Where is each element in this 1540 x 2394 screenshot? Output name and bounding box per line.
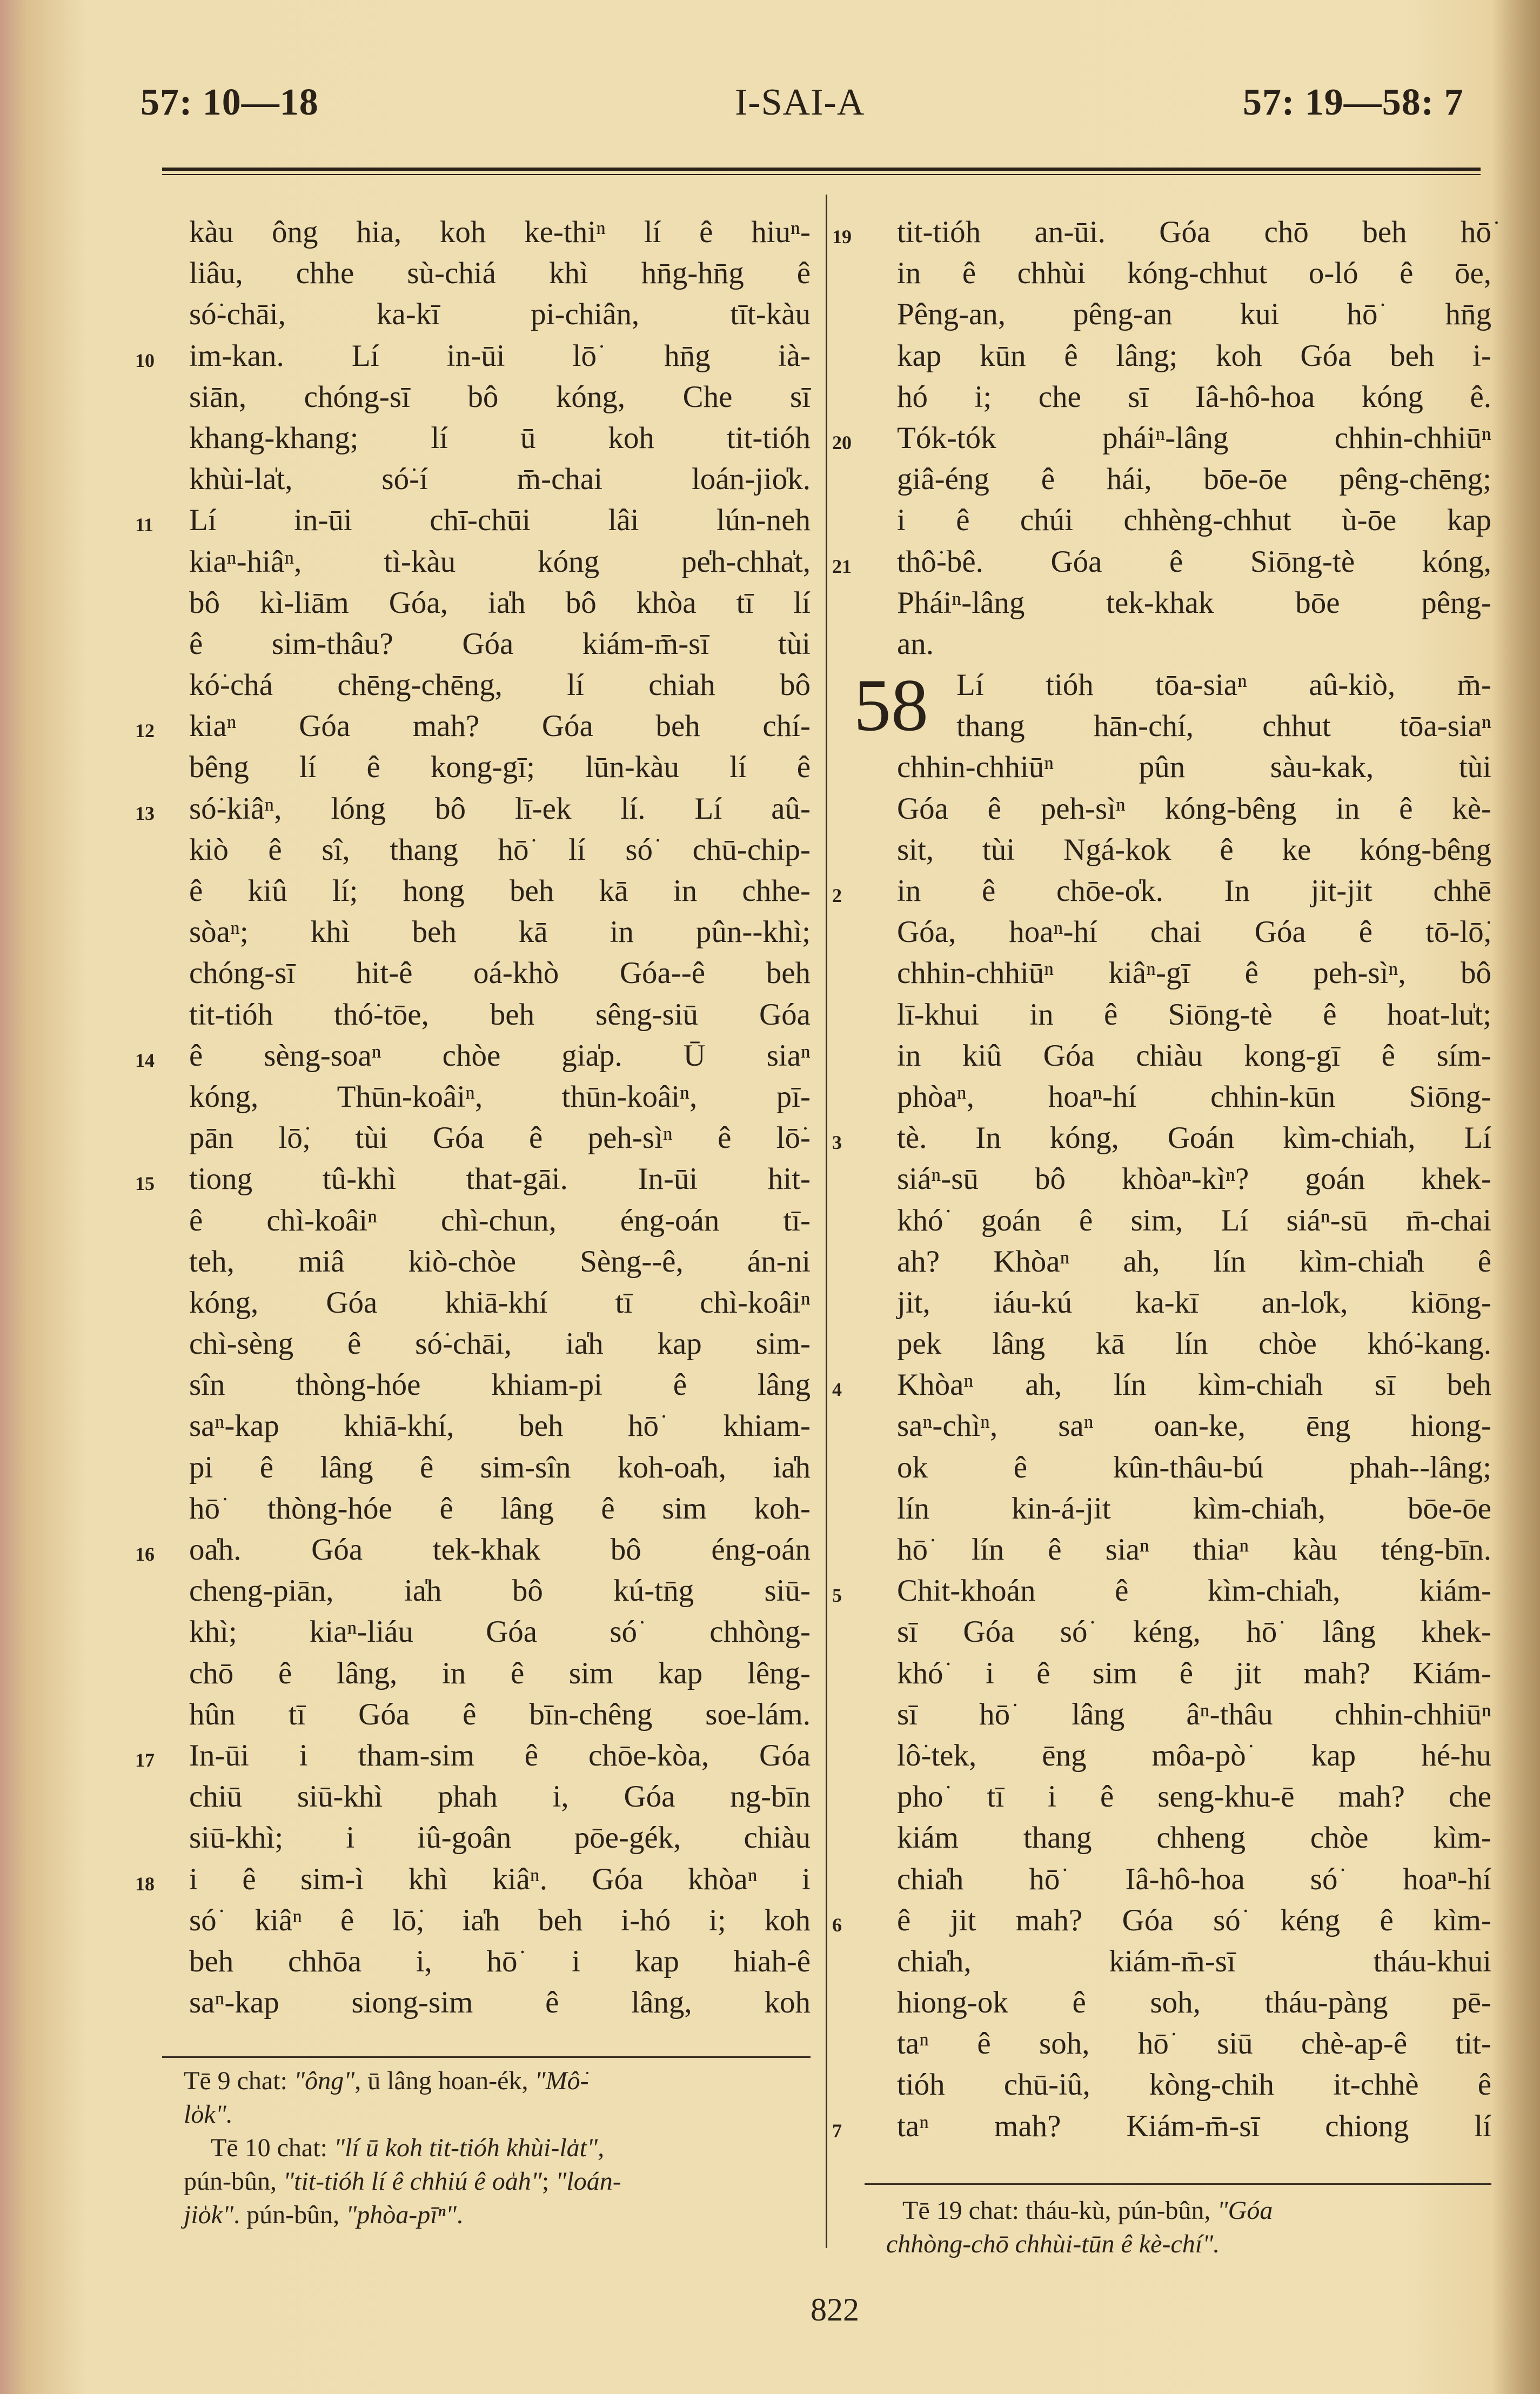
verse-number: 15 bbox=[135, 1173, 155, 1195]
verse-number: 6 bbox=[832, 1914, 842, 1936]
page-number: 822 bbox=[811, 2292, 859, 2328]
verse-text: sī hō͘ lâng âⁿ-thâu chhin-chhiūⁿ bbox=[897, 1697, 1491, 1731]
text-line bbox=[897, 1982, 1491, 2023]
verse-text: Lí tióh tōa-siaⁿ aû-kiò, m̄- bbox=[956, 668, 1491, 703]
verse-text: pho͘ tī i ê seng-khu-ē mah? che bbox=[897, 1780, 1491, 1814]
verse-text: siān, chóng-sī bô kóng, Che sī bbox=[189, 379, 811, 414]
verse-text: ok ê kûn-thâu-bú phah--lâng; bbox=[897, 1450, 1491, 1484]
verse-text: liâu, chhe sù-chiá khì hn̄g-hn̄g ê bbox=[189, 256, 811, 291]
text-line bbox=[897, 994, 1491, 1035]
verse-text: bêng lí ê kong-gī; lūn-kàu lí ê bbox=[189, 750, 811, 785]
verse-text: hiong-ok ê soh, tháu-pàng pē- bbox=[897, 1985, 1491, 2020]
footnote-line bbox=[886, 2194, 1491, 2228]
left-text-column bbox=[135, 212, 811, 2023]
verse-text: kóng, Thūn-koâiⁿ, thūn-koâiⁿ, pī- bbox=[189, 1079, 811, 1114]
running-header-left: 57: 10—18 bbox=[140, 82, 319, 123]
text-line bbox=[832, 2106, 1491, 2147]
text-line bbox=[832, 1900, 1491, 1941]
verse-text: thang hān-chí, chhut tōa-siaⁿ bbox=[956, 709, 1491, 744]
verse-text: im-kan. Lí in-ūi lō͘ hn̄g ià- bbox=[189, 338, 811, 373]
verse-text: tióh chū-iû, kòng-chih it-chhè ê bbox=[897, 2068, 1491, 2102]
text-line bbox=[135, 1529, 811, 1570]
text-line bbox=[135, 500, 811, 541]
verse-number: 5 bbox=[832, 1584, 842, 1607]
text-line bbox=[189, 1282, 811, 1323]
footnote-italic: "Góa bbox=[1217, 2196, 1273, 2225]
verse-text: tit-tióh thó͘-tōe, beh sêng-siū Góa bbox=[189, 997, 811, 1032]
page-spine-shadow bbox=[1491, 0, 1540, 2394]
verse-text: ê chì-koâiⁿ chì-chun, éng-oán tī- bbox=[189, 1203, 811, 1238]
text-line bbox=[897, 2023, 1491, 2064]
text-line bbox=[189, 1694, 811, 1735]
footnote-italic: "phòa-pīⁿ" bbox=[346, 2201, 457, 2229]
verse-text: ê sim-thâu? Góa kiám-m̄-sī tùi bbox=[189, 626, 811, 661]
text-line bbox=[189, 541, 811, 583]
text-line bbox=[189, 1241, 811, 1282]
footnote-line bbox=[184, 2098, 816, 2131]
text-line bbox=[897, 1035, 1491, 1076]
text-line bbox=[189, 830, 811, 871]
footnote-text: . bbox=[456, 2201, 463, 2229]
footnote-text: ; bbox=[541, 2167, 556, 2196]
column-divider bbox=[826, 195, 827, 2248]
footnote-italic: "Mô͘- bbox=[534, 2067, 589, 2095]
verse-number: 12 bbox=[135, 720, 155, 742]
verse-text: kap kūn ê lâng; koh Góa beh i- bbox=[897, 338, 1491, 373]
verse-text: Tók-tók pháiⁿ-lâng chhin-chhiūⁿ bbox=[897, 420, 1491, 455]
footnote-line bbox=[886, 2228, 1491, 2261]
verse-number: 18 bbox=[135, 1873, 155, 1895]
verse-text: taⁿ mah? Kiám-m̄-sī chiong lí bbox=[897, 2109, 1491, 2143]
verse-text: Pháiⁿ-lâng tek-khak bōe pêng- bbox=[897, 585, 1491, 620]
text-line bbox=[189, 1817, 811, 1858]
text-line bbox=[897, 1941, 1491, 1982]
text-line bbox=[189, 953, 811, 994]
verse-text: tè. In kóng, Goán kìm-chia̍h, Lí bbox=[897, 1121, 1491, 1155]
text-line bbox=[897, 1694, 1491, 1735]
verse-number: 20 bbox=[832, 431, 852, 453]
text-line bbox=[897, 1200, 1491, 1241]
verse-number: 4 bbox=[832, 1379, 842, 1401]
footnote-line bbox=[184, 2198, 816, 2232]
verse-text: ê jit mah? Góa só͘ kéng ê kìm- bbox=[897, 1903, 1491, 1937]
text-line bbox=[189, 1570, 811, 1611]
footnote-text: Tē 19 chat: tháu-kù, pún-bûn, bbox=[902, 2196, 1217, 2225]
text-line bbox=[897, 1529, 1491, 1570]
verse-text: i ê chúi chhèng-chhut ù-ōe kap bbox=[897, 503, 1491, 538]
footnote-line bbox=[184, 2131, 816, 2165]
text-line bbox=[897, 1406, 1491, 1447]
text-line bbox=[832, 871, 1491, 912]
text-line bbox=[897, 912, 1491, 953]
footnote-italic: "tit-tióh lí ê chhiú ê oa̍h" bbox=[283, 2167, 542, 2196]
chapter-58-block bbox=[832, 664, 1491, 2147]
text-line bbox=[897, 747, 1491, 788]
text-line bbox=[189, 1200, 811, 1241]
text-line bbox=[189, 377, 811, 418]
verse-number: 19 bbox=[832, 226, 852, 248]
verse-text: siū-khì; i iû-goân pōe-gék, chiàu bbox=[189, 1821, 811, 1855]
footnotes-right bbox=[886, 2194, 1491, 2261]
chapter-number: 58 bbox=[854, 664, 928, 747]
text-line bbox=[897, 1282, 1491, 1323]
verse-text: sit, tùi Ngá-kok ê ke kóng-bêng bbox=[897, 832, 1491, 867]
verse-text: In-ūi i tham-sim ê chōe-kòa, Góa bbox=[189, 1738, 811, 1773]
verse-text: sī Góa só͘ kéng, hō͘ lâng khek- bbox=[897, 1615, 1491, 1649]
verse-text: Khòaⁿ ah, lín kìm-chia̍h sī beh bbox=[897, 1368, 1491, 1402]
verse-text: in kiû Góa chiàu kong-gī ê sím- bbox=[897, 1038, 1491, 1073]
verse-text: taⁿ ê soh, hō͘ siū chè-ap-ê tit- bbox=[897, 2027, 1491, 2061]
verse-text: khó͘ goán ê sim, Lí siáⁿ-sū m̄-chai bbox=[897, 1203, 1491, 1238]
verse-text: pi ê lâng ê sim-sîn koh-oa̍h, ia̍h bbox=[189, 1450, 811, 1484]
text-line bbox=[832, 212, 1491, 253]
text-line bbox=[832, 1365, 1491, 1406]
verse-number: 10 bbox=[135, 349, 155, 371]
verse-text: Chit-khoán ê kìm-chia̍h, kiám- bbox=[897, 1574, 1491, 1608]
verse-text: kó͘-chá chēng-chēng, lí chiah bô bbox=[189, 668, 811, 703]
verse-number: 21 bbox=[832, 555, 852, 577]
verse-text: i ê sim-ì khì kiâⁿ. Góa khòaⁿ i bbox=[189, 1862, 811, 1896]
text-line bbox=[135, 706, 811, 747]
footnote-rule-right bbox=[865, 2183, 1491, 2185]
text-line bbox=[189, 1611, 811, 1653]
verse-text: só͘-kiâⁿ, lóng bô lī-ek lí. Lí aû- bbox=[189, 791, 811, 826]
footnote-text: pún-bûn, bbox=[184, 2167, 283, 2196]
text-line bbox=[897, 788, 1491, 830]
text-line bbox=[897, 1611, 1491, 1653]
verse-text: pek lâng kā lín chòe khó͘-kang. bbox=[897, 1327, 1491, 1361]
verse-text: beh chhōa i, hō͘ i kap hiah-ê bbox=[189, 1944, 811, 1978]
text-line bbox=[189, 1941, 811, 1982]
verse-text: kiám thang chheng chòe kìm- bbox=[897, 1821, 1491, 1855]
verse-text: hō͘ lín ê siaⁿ thiaⁿ kàu téng-bīn. bbox=[897, 1533, 1491, 1567]
text-line bbox=[189, 1447, 811, 1488]
text-line bbox=[897, 459, 1491, 500]
footnote-italic: "ông" bbox=[293, 2067, 355, 2095]
verse-text: tit-tióh an-ūi. Góa chō beh hō͘ bbox=[897, 215, 1491, 249]
footnote-line bbox=[184, 2165, 816, 2198]
verse-text: phòaⁿ, hoaⁿ-hí chhin-kūn Siōng- bbox=[897, 1079, 1491, 1114]
text-line bbox=[897, 500, 1491, 541]
text-line bbox=[832, 1118, 1491, 1159]
verse-text: Góa ê peh-sìⁿ kóng-bêng in ê kè- bbox=[897, 791, 1491, 826]
verse-number: 11 bbox=[135, 514, 154, 536]
verse-text: saⁿ-kap siong-sim ê lâng, koh bbox=[189, 1985, 811, 2020]
text-line bbox=[135, 1859, 811, 1900]
text-line bbox=[897, 1776, 1491, 1817]
footnote-italic: chhòng-chō chhùi-tūn ê kè-chí". bbox=[886, 2230, 1220, 2258]
verse-text: oa̍h. Góa tek-khak bô éng-oán bbox=[189, 1533, 811, 1567]
text-line bbox=[189, 1900, 811, 1941]
verse-number: 14 bbox=[135, 1049, 155, 1071]
verse-text: saⁿ-kap khiā-khí, beh hō͘ khiam- bbox=[189, 1409, 811, 1443]
text-line bbox=[189, 665, 811, 706]
text-line bbox=[897, 2064, 1491, 2105]
text-line bbox=[135, 336, 811, 377]
text-line bbox=[135, 788, 811, 830]
verse-text: só͘ kiâⁿ ê lō͘, ia̍h beh i-hó i; koh bbox=[189, 1903, 811, 1937]
text-line bbox=[897, 1653, 1491, 1694]
verse-text: cheng-piān, ia̍h bô kú-tn̄g siū- bbox=[189, 1574, 811, 1608]
verse-text: só͘-chāi, ka-kī pi-chiân, tīt-kàu bbox=[189, 297, 811, 332]
footnote-text: Tē 9 chat: bbox=[184, 2067, 294, 2095]
verse-text: sîn thòng-hóe khiam-pi ê lâng bbox=[189, 1368, 811, 1402]
verse-text: chiū siū-khì phah i, Góa ng-bīn bbox=[189, 1780, 811, 1814]
text-line bbox=[897, 624, 1491, 665]
verse-text: khang-khang; lí ū koh tit-tióh bbox=[189, 420, 811, 455]
verse-text: hó i; che sī Iâ-hô-hoa kóng ê. bbox=[897, 379, 1491, 414]
verse-text: chóng-sī hit-ê oá-khò Góa--ê beh bbox=[189, 956, 811, 991]
verse-text: kiò ê sî, thang hō͘ lí só͘ chū-chip- bbox=[189, 832, 811, 867]
verse-text: khó͘ i ê sim ê jit mah? Kiám- bbox=[897, 1656, 1491, 1690]
running-header-title: I-SAI-A bbox=[735, 82, 865, 123]
verse-text: pān lō͘, tùi Góa ê peh-sìⁿ ê lō͘- bbox=[189, 1121, 811, 1155]
text-line bbox=[897, 336, 1491, 377]
text-line bbox=[897, 377, 1491, 418]
text-line bbox=[832, 418, 1491, 459]
verse-text: ê kiû lí; hong beh kā in chhe- bbox=[189, 874, 811, 908]
text-line bbox=[897, 1817, 1491, 1858]
text-line bbox=[135, 1735, 811, 1776]
verse-text: ah? Khòaⁿ ah, lín kìm-chia̍h ê bbox=[897, 1244, 1491, 1279]
text-line bbox=[897, 830, 1491, 871]
verse-number: 17 bbox=[135, 1749, 155, 1771]
verse-text: chì-sèng ê só͘-chāi, ia̍h kap sim- bbox=[189, 1327, 811, 1361]
text-line bbox=[189, 1406, 811, 1447]
text-line bbox=[897, 1488, 1491, 1529]
text-line bbox=[189, 253, 811, 294]
running-header-right: 57: 19—58: 7 bbox=[1243, 82, 1464, 123]
text-line bbox=[897, 583, 1491, 624]
text-line bbox=[897, 1447, 1491, 1488]
footnote-line bbox=[184, 2064, 816, 2098]
text-line bbox=[897, 665, 1491, 706]
text-line bbox=[189, 747, 811, 788]
verse-number: 13 bbox=[135, 802, 155, 824]
text-line bbox=[189, 459, 811, 500]
verse-text: lín kin-á-jit kìm-chia̍h, bōe-ōe bbox=[897, 1491, 1491, 1526]
footnote-rule-left bbox=[162, 2056, 811, 2058]
footnote-text: , ū lâng hoan-ék, bbox=[354, 2067, 535, 2095]
verse-text: in ê chhùi kóng-chhut o-ló ê ōe, bbox=[897, 256, 1491, 291]
verse-text: sòaⁿ; khì beh kā in pûn--khì; bbox=[189, 915, 811, 949]
footnotes-left bbox=[184, 2064, 816, 2232]
verse-text: kàu ông hia, koh ke-thiⁿ lí ê hiuⁿ- bbox=[189, 215, 811, 249]
text-line bbox=[897, 706, 1491, 747]
verse-text: Lí in-ūi chī-chūi lâi lún-neh bbox=[189, 503, 811, 538]
verse-text: kiaⁿ-hiâⁿ, tì-kàu kóng pe̍h-chha̍t, bbox=[189, 544, 811, 579]
verse-number: 7 bbox=[832, 2119, 842, 2142]
footnote-text: Tē 10 chat: bbox=[211, 2134, 334, 2162]
text-line bbox=[135, 1159, 811, 1200]
verse-text: teh, miâ kiò-chòe Sèng--ê, án-ni bbox=[189, 1244, 811, 1279]
text-line bbox=[897, 1241, 1491, 1282]
verse-text: chia̍h hō͘ Iâ-hô-hoa só͘ hoaⁿ-hí bbox=[897, 1862, 1491, 1896]
text-line bbox=[189, 1653, 811, 1694]
text-line bbox=[832, 541, 1491, 583]
verse-text: khùi-la̍t, só͘-í m̄-chai loán-jio̍k. bbox=[189, 462, 811, 497]
text-line bbox=[189, 871, 811, 912]
verse-text: an. bbox=[897, 626, 934, 661]
verse-text: in ê chōe-o̍k. In jit-jit chhē bbox=[897, 874, 1491, 908]
verse-number: 16 bbox=[135, 1543, 155, 1565]
verse-text: hûn tī Góa ê bīn-chêng soe-lám. bbox=[189, 1697, 811, 1731]
text-line bbox=[897, 1859, 1491, 1900]
verse-text: thô͘-bê. Góa ê Siōng-tè kóng, bbox=[897, 544, 1491, 579]
verse-number: 3 bbox=[832, 1132, 842, 1154]
text-line bbox=[189, 294, 811, 335]
text-line bbox=[189, 1982, 811, 2023]
verse-number: 2 bbox=[832, 885, 842, 906]
verse-text: kóng, Góa khiā-khí tī chì-koâiⁿ bbox=[189, 1285, 811, 1320]
text-line bbox=[189, 212, 811, 253]
footnote-italic: jio̍k" bbox=[184, 2201, 234, 2229]
footnote-italic: "loán- bbox=[555, 2167, 621, 2196]
verse-text: lô͘-tek, ēng môa-pò͘ kap hé-hu bbox=[897, 1738, 1491, 1773]
text-line bbox=[897, 253, 1491, 294]
text-line bbox=[189, 1488, 811, 1529]
text-line bbox=[897, 1076, 1491, 1118]
footnote-italic: "lí ū koh tit-tióh khùi-la̍t", bbox=[333, 2134, 605, 2162]
text-line bbox=[189, 1323, 811, 1365]
verse-text: chhin-chhiūⁿ pûn sàu-kak, tùi bbox=[897, 750, 1491, 785]
text-line bbox=[189, 583, 811, 624]
text-line bbox=[189, 418, 811, 459]
text-line bbox=[897, 1159, 1491, 1200]
text-line bbox=[189, 1076, 811, 1118]
verse-text: saⁿ-chìⁿ, saⁿ oan-ke, ēng hiong- bbox=[897, 1409, 1491, 1443]
text-line bbox=[189, 1365, 811, 1406]
text-line bbox=[189, 1118, 811, 1159]
verse-text: hō͘ thòng-hóe ê lâng ê sim koh- bbox=[189, 1491, 811, 1526]
verse-text: ê sèng-soaⁿ chòe gia̍p. Ū siaⁿ bbox=[189, 1038, 811, 1073]
verse-text: lī-khui in ê Siōng-tè ê hoat-lu̍t; bbox=[897, 997, 1491, 1032]
text-line bbox=[897, 294, 1491, 335]
right-text-column bbox=[832, 212, 1491, 2147]
text-line bbox=[135, 1035, 811, 1076]
header-rule bbox=[162, 168, 1481, 171]
verse-text: Góa, hoaⁿ-hí chai Góa ê tō-lō͘, bbox=[897, 915, 1491, 949]
footnote-italic: lo̍k". bbox=[184, 2100, 233, 2129]
verse-text: chia̍h, kiám-m̄-sī tháu-khui bbox=[897, 1944, 1491, 1978]
text-line bbox=[189, 624, 811, 665]
text-line bbox=[832, 1570, 1491, 1611]
footnote-text: . pún-bûn, bbox=[233, 2201, 346, 2229]
verse-text: giâ-éng ê hái, bōe-ōe pêng-chēng; bbox=[897, 462, 1491, 497]
text-line bbox=[189, 1776, 811, 1817]
verse-text: kiaⁿ Góa mah? Góa beh chí- bbox=[189, 709, 811, 744]
verse-text: chhin-chhiūⁿ kiâⁿ-gī ê peh-sìⁿ, bô bbox=[897, 956, 1491, 991]
verse-text: khì; kiaⁿ-liáu Góa só͘ chhòng- bbox=[189, 1615, 811, 1649]
verse-text: siáⁿ-sū bô khòaⁿ-kìⁿ? goán khek- bbox=[897, 1162, 1491, 1196]
text-line bbox=[189, 912, 811, 953]
header-rule-thin bbox=[162, 174, 1481, 175]
verse-text: chō ê lâng, in ê sim kap lêng- bbox=[189, 1656, 811, 1690]
text-line bbox=[897, 953, 1491, 994]
verse-text: Pêng-an, pêng-an kui hō͘ hn̄g bbox=[897, 297, 1491, 332]
verse-text: jit, iáu-kú ka-kī an-lo̍k, kiōng- bbox=[897, 1285, 1491, 1320]
text-line bbox=[897, 1735, 1491, 1776]
verse-text: bô kì-liām Góa, ia̍h bô khòa tī lí bbox=[189, 585, 811, 620]
text-line bbox=[189, 994, 811, 1035]
verse-text: tiong tû-khì that-gāi. In-ūi hit- bbox=[189, 1162, 811, 1196]
text-line bbox=[897, 1323, 1491, 1365]
